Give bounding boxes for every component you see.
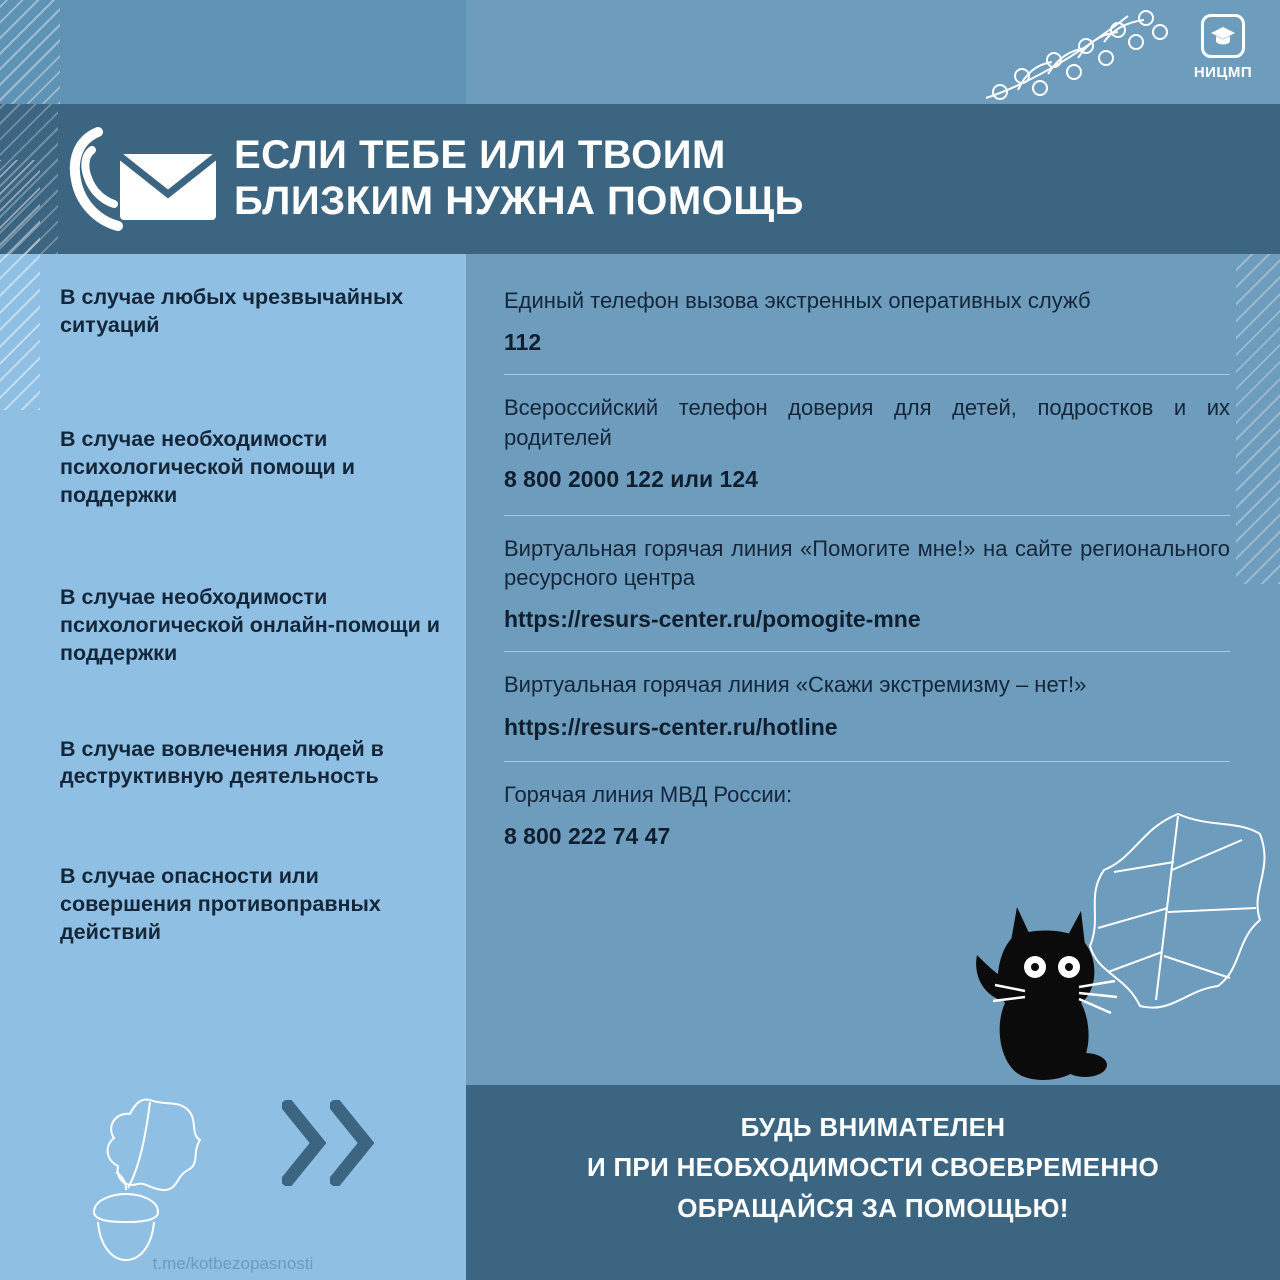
graduation-cap-icon <box>1201 14 1245 58</box>
page-title <box>234 133 804 224</box>
cat-mascot-icon <box>955 905 1135 1090</box>
contact-list <box>504 286 1230 866</box>
case-label: В случае любых чрезвычайных ситуаций <box>60 285 404 337</box>
brand-logo-text: НИЦМП <box>1193 64 1253 81</box>
contact-entry <box>504 286 1230 374</box>
contact-link[interactable]: https://resurs-center.ru/pomogite-mne <box>504 606 921 633</box>
case-list <box>60 284 450 947</box>
hatch-decoration-top-left <box>0 0 60 104</box>
brand-logo <box>1184 14 1262 92</box>
chevron-right-icon <box>282 1100 326 1186</box>
contact-description: Горячая линия МВД России: <box>504 781 793 807</box>
hatch-decoration-right <box>1236 254 1280 584</box>
contact-entry <box>504 651 1230 760</box>
hatch-decoration-left <box>0 160 40 410</box>
contact-value: 8 800 2000 122 или 124 <box>504 465 758 492</box>
case-label: В случае вовлечения людей в деструктивную деятельность <box>60 736 384 789</box>
header-banner <box>0 104 1280 254</box>
chevron-right-icon <box>330 1100 374 1186</box>
contact-description: Виртуальная горячая линия «Скажи экстремизму – нет!» <box>504 672 1087 698</box>
telegram-handle[interactable]: t.me/kotbezopasnosti <box>152 1254 314 1273</box>
contact-value: 112 <box>504 329 542 356</box>
contact-entry <box>504 374 1230 515</box>
chevron-decoration <box>282 1100 374 1186</box>
top-band-left-panel <box>0 0 466 104</box>
case-label: В случае опасности или совершения противоправных действий <box>60 864 381 945</box>
page-title-line2: БЛИЗКИМ НУЖНА ПОМОЩЬ <box>234 179 804 223</box>
case-label: В случае необходимости психологической онлайн-помощи и поддержки <box>60 584 441 665</box>
footer-line-3: ОБРАЩАЙСЯ ЗА ПОМОЩЬЮ! <box>677 1192 1069 1223</box>
footer-callout <box>466 1085 1280 1280</box>
contact-description: Единый телефон вызова экстренных оперативных служб <box>504 288 1091 313</box>
contact-entry <box>504 515 1230 652</box>
contact-value: 8 800 222 74 47 <box>504 822 671 849</box>
page-title-line1: ЕСЛИ ТЕБЕ ИЛИ ТВОИМ <box>234 133 726 178</box>
contact-description: Виртуальная горячая линия «Помогите мне!» на сайте регионального ресурсного центра <box>504 535 1230 590</box>
footer-line-1: БУДЬ ВНИМАТЕЛЕН <box>740 1112 1006 1142</box>
phone-envelope-icon <box>62 124 222 234</box>
contact-link[interactable]: https://resurs-center.ru/hotline <box>504 713 838 740</box>
case-label: В случае необходимости психологической помощи и поддержки <box>60 426 355 507</box>
branch-decoration-icon <box>978 2 1168 118</box>
footer-line-2: И ПРИ НЕОБХОДИМОСТИ СВОЕВРЕМЕННО <box>586 1152 1160 1183</box>
contact-description: Всероссийский телефон доверия для детей, подростков и их родителей <box>504 395 1230 450</box>
oak-leaf-acorn-decoration-icon <box>54 1090 234 1265</box>
